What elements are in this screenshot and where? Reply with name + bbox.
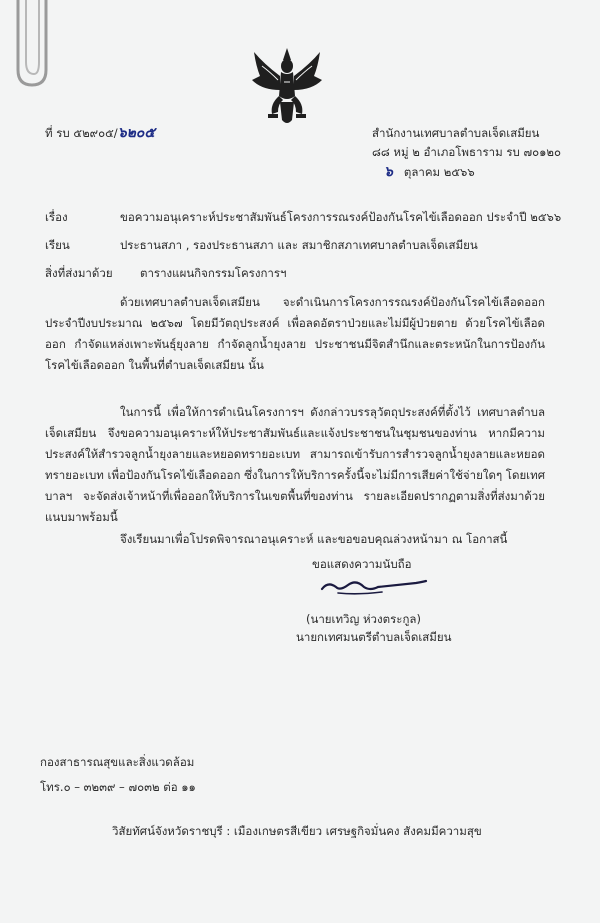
department-name: กองสาธารณสุขและสิ่งแวดล้อม: [40, 755, 195, 769]
garuda-emblem: [250, 46, 324, 128]
office-address: ๘๘ หมู่ ๒ อำเภอโพธาราม รบ ๗๐๑๒๐: [372, 145, 562, 159]
body-paragraph-2: ในการนี้ เพื่อให้การดำเนินโครงการฯ ดังกล่าวบรรลุวัตถุประสงค์ที่ตั้งไว้ เทศบาลตำบลเจ็ดเสมียน จึงขอความอนุเคราะห์ให้ประชาสัมพันธ์และแจ้งประชาชนในชุมชนของท่าน หากมีความประสงค์ให้สำรวจลูกน้ำยุงลายและหยอดทรายอะเบท สามารถเข้ารับการสำรวจลูกน้ำยุงลายและหยอดทรายอะเบท เพื่อป้องกันโรคไข้เลือดออก ซึ่งในการให้บริการครั้งนี้จะไม่มีการเสียค่าใช้จ่ายใดๆ โดยเทศบาลฯ จะจัดส่งเจ้าหน้าที่เพื่อออกให้บริการในเขตพื้นที่ของท่าน รายละเอียดปรากฏตามสิ่งที่ส่งมาด้วย แนบมาพร้อมนี้: [45, 405, 545, 524]
body-paragraph-1: ด้วยเทศบาลตำบลเจ็ดเสมียน จะดำเนินการโครงการรณรงค์ป้องกันโรคไข้เลือดออก ประจำปีงบประมาณ ๒๕๖๗ โดยมีวัตถุประสงค์ เพื่อลดอัตราป่วยและไม่มีผู้ป่วยตาย ด้วยโรคไข้เลือดออก กำจัดแหล่งเพาะพันธุ์ยุงลาย กำจัดลูกน้ำยุงลาย ประชาชนมีจิตสำนึกและตระหนักในการป้องกันโรคไข้เลือดออก ในพื้นที่ตำบลเจ็ดเสมียน นั้น: [45, 295, 545, 372]
reference-number: ที่ รบ ๕๒๙๐๕/๖๒๐๕: [45, 125, 155, 141]
office-name: สำนักงานเทศบาลตำบลเจ็ดเสมียน: [372, 126, 540, 140]
handwritten-ref-number: ๖๒๐๕: [117, 125, 155, 141]
signature-mark: [318, 573, 428, 601]
to-text: ประธานสภา , รองประธานสภา และ สมาชิกสภาเทศบาลตำบลเจ็ดเสมียน: [120, 238, 478, 252]
paperclip-icon: [8, 0, 58, 95]
signatory-name: (นายเทวิญ ห่วงตระกูล): [306, 612, 421, 626]
to-label: เรียน: [45, 238, 70, 252]
closing-salutation: ขอแสดงความนับถือ: [312, 557, 412, 571]
department-phone: โทร.๐ – ๓๒๓๙ – ๗๐๓๒ ต่อ ๑๑: [40, 780, 196, 794]
subject-text: ขอความอนุเคราะห์ประชาสัมพันธ์โครงการรณรงค์ป้องกันโรคไข้เลือดออก ประจำปี ๒๕๖๖: [120, 210, 562, 224]
handwritten-date-day: ๖: [384, 164, 393, 180]
signatory-position: นายกเทศมนตรีตำบลเจ็ดเสมียน: [296, 630, 452, 644]
provincial-vision: วิสัยทัศน์จังหวัดราชบุรี : เมืองเกษตรสีเขียว เศรษฐกิจมั่นคง สังคมมีความสุข: [112, 824, 482, 838]
letter-date: ๖ ตุลาคม ๒๕๖๖: [384, 164, 475, 180]
body-paragraph-3: จึงเรียนมาเพื่อโปรดพิจารณาอนุเคราะห์ และขอขอบคุณล่วงหน้ามา ณ โอกาสนี้: [120, 532, 508, 546]
enclosure-label: สิ่งที่ส่งมาด้วย: [45, 266, 113, 280]
enclosure-text: ตารางแผนกิจกรรมโครงการฯ: [140, 266, 287, 280]
subject-label: เรื่อง: [45, 210, 68, 224]
